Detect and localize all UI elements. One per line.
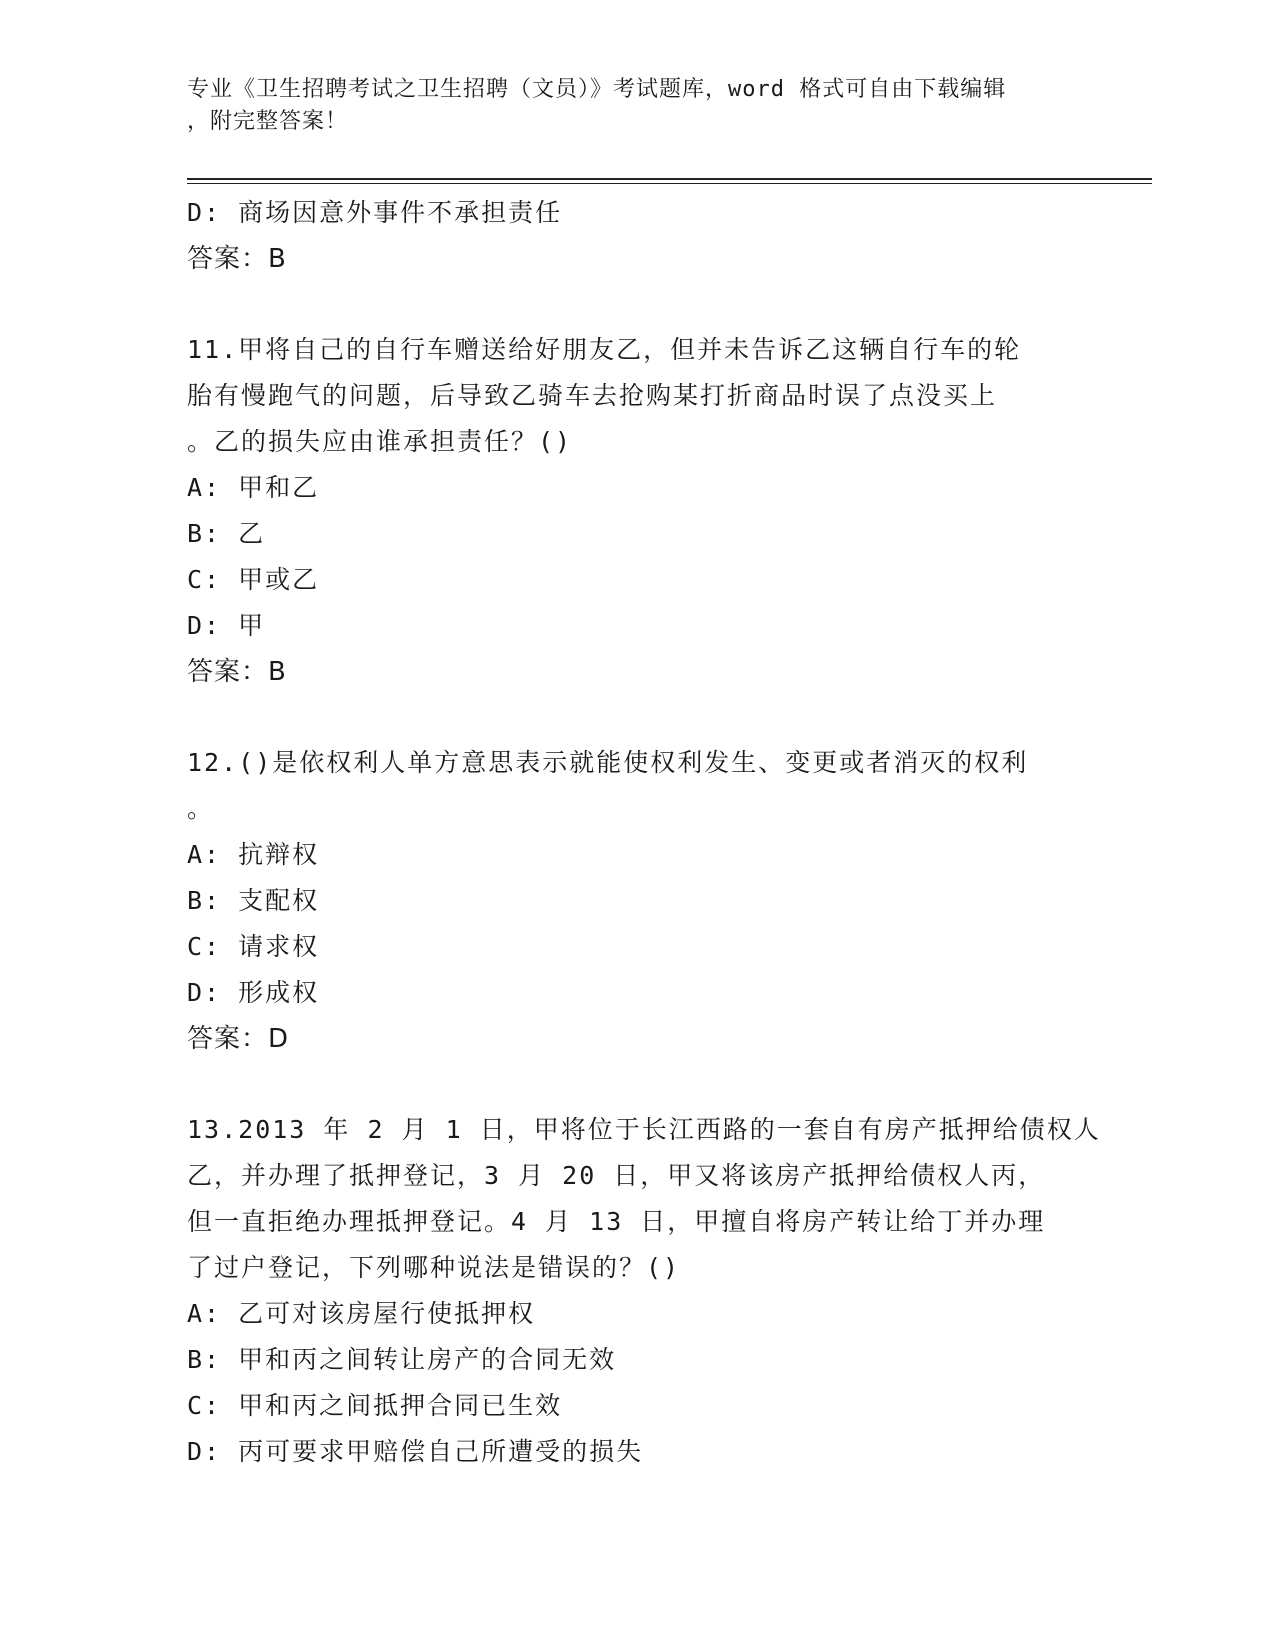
option-b: B: 乙 — [187, 519, 266, 548]
question-13 — [187, 1107, 1101, 1475]
option-d: D: 丙可要求甲赔偿自己所遭受的损失 — [187, 1437, 644, 1466]
header-line-2: ，附完整答案！ — [187, 109, 349, 134]
option-c: C: 请求权 — [187, 932, 320, 961]
option-a: A: 抗辩权 — [187, 840, 320, 869]
option-b: B: 甲和丙之间转让房产的合同无效 — [187, 1345, 617, 1374]
spacer — [187, 1062, 1087, 1107]
question-stem-line: 但一直拒绝办理抵押登记。4 月 13 日，甲擅自将房产转让给丁并办理 — [187, 1207, 1046, 1236]
question-12 — [187, 740, 1087, 1062]
header-line-1: 专业《卫生招聘考试之卫生招聘（文员）》考试题库，word 格式可自由下载编辑 — [187, 77, 1007, 102]
answer-label: 答案：B — [187, 657, 287, 687]
page-header — [187, 74, 1067, 138]
option-d: D: 甲 — [187, 611, 266, 640]
question-stem-line: 了过户登记，下列哪种说法是错误的？() — [187, 1253, 681, 1282]
question-stem-line: 11.甲将自己的自行车赠送给好朋友乙，但并未告诉乙这辆自行车的轮 — [187, 335, 1022, 364]
option-d: D: 商场因意外事件不承担责任 — [187, 198, 563, 227]
option-b: B: 支配权 — [187, 886, 320, 915]
option-a: A: 甲和乙 — [187, 473, 320, 502]
question-stem-line: 。 — [187, 794, 215, 823]
header-rule-thin — [187, 183, 1152, 184]
question-stem-line: 乙，并办理了抵押登记，3 月 20 日，甲又将该房产抵押给债权人丙， — [187, 1161, 1046, 1190]
spacer — [187, 282, 1087, 327]
option-c: C: 甲和丙之间抵押合同已生效 — [187, 1391, 563, 1420]
option-d: D: 形成权 — [187, 978, 320, 1007]
answer-label: 答案：D — [187, 1024, 290, 1054]
question-11 — [187, 327, 1087, 695]
option-c: C: 甲或乙 — [187, 565, 320, 594]
question-stem-line: 12.()是依权利人单方意思表示就能使权利发生、变更或者消灭的权利 — [187, 748, 1029, 777]
question-stem-line: 胎有慢跑气的问题，后导致乙骑车去抢购某打折商品时误了点没买上 — [187, 381, 998, 410]
option-a: A: 乙可对该房屋行使抵押权 — [187, 1299, 536, 1328]
question-list — [187, 190, 1101, 1475]
spacer — [187, 695, 1087, 740]
question-10-tail — [187, 190, 1087, 282]
answer-label: 答案：B — [187, 244, 287, 274]
question-stem-line: 。乙的损失应由谁承担责任？() — [187, 427, 573, 456]
question-stem-line: 13.2013 年 2 月 1 日，甲将位于长江西路的一套自有房产抵押给债权人 — [187, 1115, 1101, 1144]
header-rule-thick — [187, 178, 1152, 180]
